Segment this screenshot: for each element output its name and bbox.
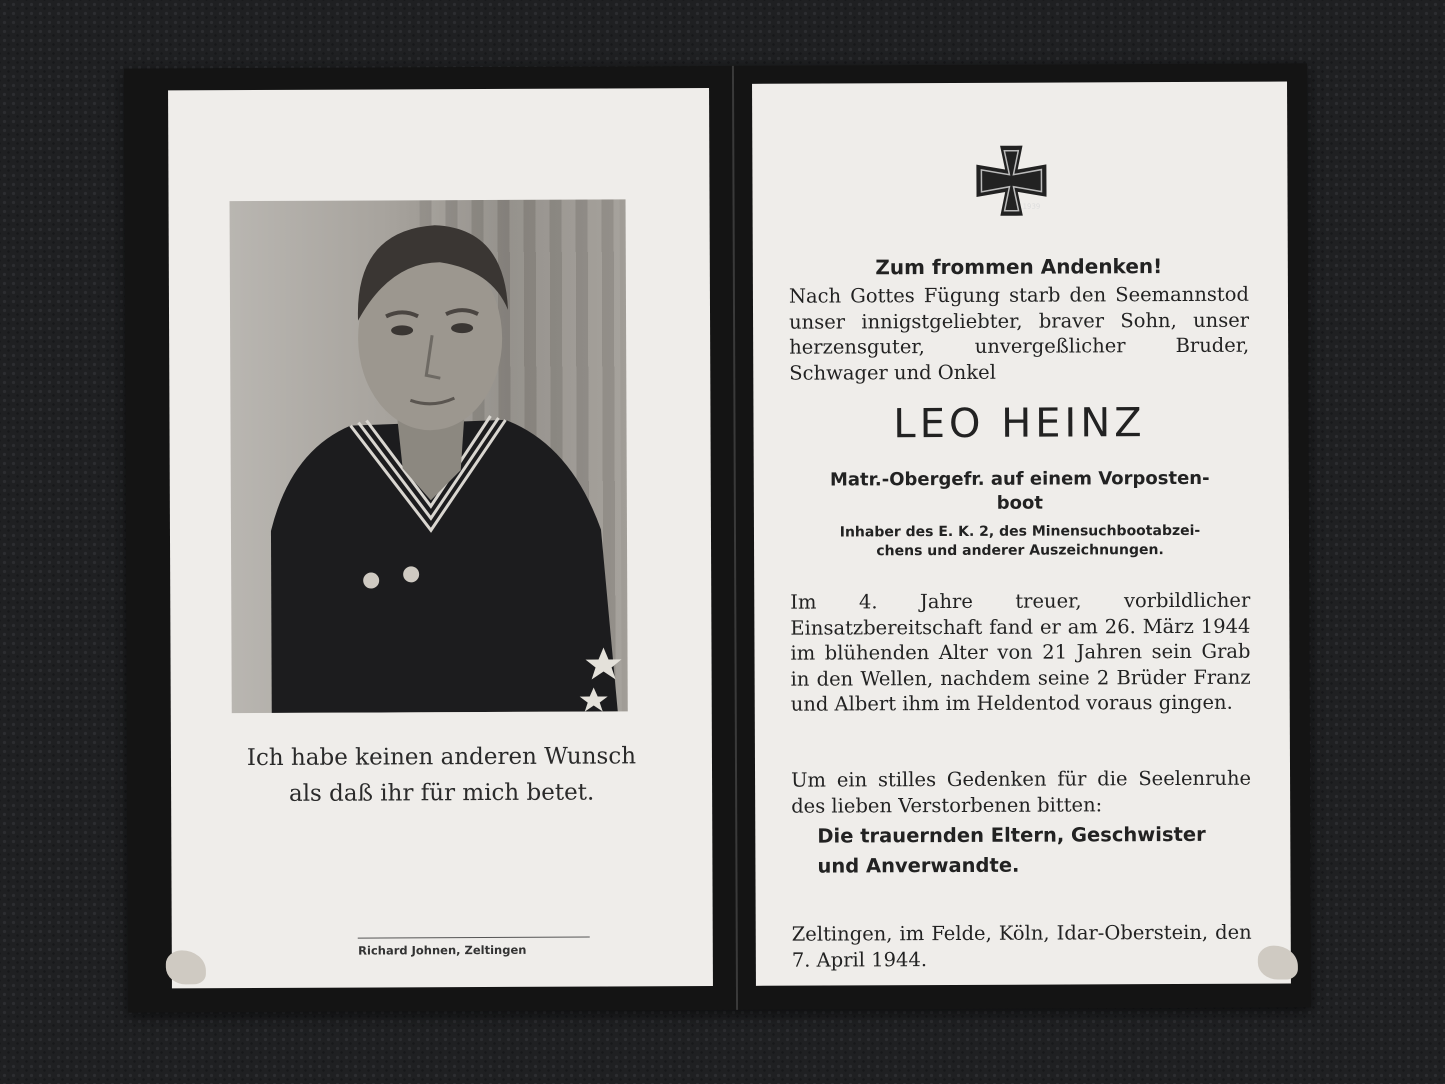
cross-year: 1939: [1022, 202, 1041, 211]
memorial-card: [124, 63, 1311, 1012]
rank: [790, 467, 1250, 517]
paper-wear-right: [1258, 945, 1298, 979]
family-line-1: Die trauernden Eltern, Geschwister: [817, 822, 1206, 848]
deceased-name: LEO HEINZ: [893, 400, 1146, 448]
award-line-2: chens und anderer Auszeichnungen.: [876, 542, 1164, 560]
printer-credit: Richard Johnen, Zeltingen: [358, 942, 527, 958]
family-signature: [817, 820, 1277, 882]
heading: Zum frommen Andenken!: [875, 254, 1163, 280]
portrait-photo: [230, 199, 628, 713]
intro-text: Nach Gottes Fügung starb den Seemannstod unser innigstgeliebter, braver Sohn, unser herzensguter, unvergeßlicher Bruder, Schwager und Onkel: [788, 282, 1250, 385]
place-date: Zeltingen, im Felde, Köln, Idar-Oberstein, den 7. April 1944.: [791, 920, 1252, 972]
rank-line-2: boot: [996, 492, 1044, 514]
family-line-2: und Anverwandte.: [817, 853, 1020, 878]
verse: [171, 738, 712, 812]
award-line-1: Inhaber des E. K. 2, des Minensuchbootabzei-: [839, 522, 1201, 541]
left-panel: [168, 88, 713, 988]
awards: [790, 522, 1250, 562]
verse-line-2: als daß ihr für mich betet.: [288, 779, 595, 807]
death-text: Im 4. Jahre treuer, vorbildlicher Einsatzbereitschaft fand er am 26. März 1944 im blühenden Alter von 21 Jahren sein Grab in den Wellen, nachdem seine 2 Brüder Franz und Albert ihm im Heldentod voraus gingen.: [790, 588, 1251, 716]
printer-divider: [358, 937, 590, 939]
rank-line-1: Matr.-Obergefr. auf einem Vorposten-: [829, 467, 1210, 491]
iron-cross-icon: [975, 145, 1047, 217]
card-fold: [732, 66, 738, 1010]
request-text: Um ein stilles Gedenken für die Seelenruhe des lieben Verstorbenen bitten:: [791, 766, 1252, 818]
verse-line-1: Ich habe keinen anderen Wunsch: [246, 743, 637, 772]
sailor-portrait: [230, 199, 628, 713]
right-panel: [752, 82, 1291, 986]
